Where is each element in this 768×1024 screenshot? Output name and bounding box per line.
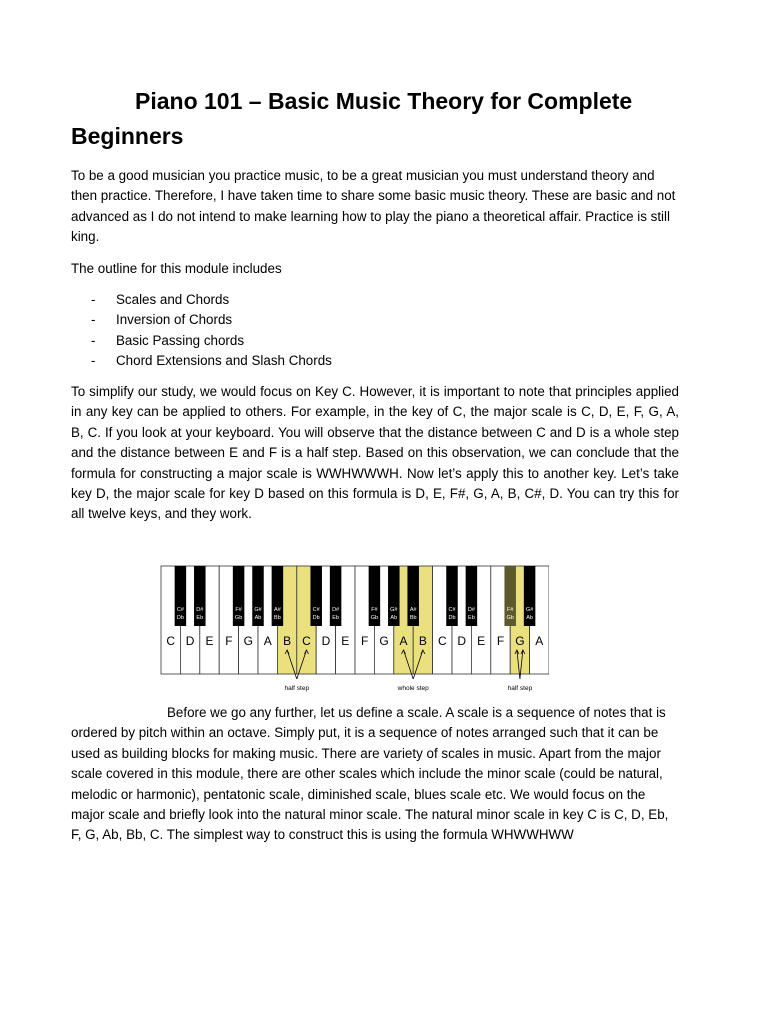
white-key-label: D [457,634,467,648]
black-key-sharp-label: F# [371,607,378,613]
white-key-label: G [379,634,389,648]
list-dash: - [91,353,96,369]
white-key-label: F [361,634,369,648]
black-key-sharp-label: F# [235,607,242,613]
black-key-sharp-label: C# [312,607,320,613]
black-key-flat-label: Eb [332,615,339,621]
white-key-label: B [418,634,427,648]
white-key-label: A [535,634,544,648]
outline-intro: The outline for this module includes [71,261,282,276]
black-key-flat-label: Ab [254,615,262,621]
black-key-sharp-label: D# [467,607,475,613]
white-key-label: C [437,634,447,648]
list-dash: - [91,312,96,328]
black-key-sharp-label: G# [254,607,262,613]
list-dash: - [91,292,96,307]
list-item [91,310,332,330]
black-key-flat-label: Db [312,615,320,621]
white-key-label: G [243,634,253,648]
black-key-flat-label: Gb [234,615,243,621]
black-key-flat-label: Ab [526,615,533,621]
black-key-sharp-label: C# [448,607,456,613]
scale-paragraph [71,703,679,846]
black-key-sharp-label: G# [390,607,398,613]
white-key-label: A [263,634,272,648]
list-item [91,290,332,310]
scale-paragraph-text: Before we go any further, let us define a scale. A scale is a sequence of notes that is ordered by pitch within an octave. Simply put, it is a sequence of notes arranged such that it can be used as building blocks for making music. There are variety of scales in music. Apart from the major scale covered in this module, there are other scales which include the minor scale (could be natural, melodic or harmonic), pentatonic scale, diminished scale, blues scale etc. We would focus on the major scale and briefly look into the natural minor scale. The natural minor scale in key C is C, D, Eb, F, G, Ab, Bb, C. The simplest way to construct this is using the formula WHWWHWW [71,705,669,843]
list-dash: - [91,332,96,348]
piano-keyboard-diagram [159,564,549,696]
white-key-label: E [477,634,486,648]
black-key-sharp-label: D# [196,607,204,613]
black-key-sharp-label: D# [332,607,340,613]
black-key-sharp-label: A# [409,607,417,613]
key-c-paragraph: To simplify our study, we would focus on Key C. However, it is important to note that principles applied in any key can be applied to others. For example, in the key of C, the major scale is C, D, E, F, G, A, B, C. If you look at your keyboard. You will observe that the distance between C and D is a whole step and the distance between E and F is a half step. Based on this observation, we can conclude that the formula for constructing a major scale is WWHWWWH. Now let’s apply this to another key. Let’s take key D, the major scale for key D based on this formula is D, E, F#, G, A, B, C#, D. You can try this for all twelve keys, and they work. [71,384,679,522]
black-key-flat-label: Db [448,615,456,621]
white-key-label: E [341,634,350,648]
list-item-label: Chord Extensions and Slash Chords [116,353,332,369]
list-item-label: Scales and Chords [116,292,230,307]
black-key-flat-label: Ab [390,615,398,621]
white-key-label: D [321,634,331,648]
black-key-sharp-label: A# [274,607,281,613]
black-key-sharp-label: G# [525,607,534,613]
white-key-label: C [302,634,311,648]
annotation-label: half step [284,685,310,692]
intro-paragraph: To be a good musician you practice music, to be a great musician you must understand theory and then practice. Therefore, I have taken time to share some basic music theory. These are basic and not advanced as I do not intend to make learning how to play the piano a theoretical affair. Practice is still king. [71,168,676,245]
list-item [91,351,332,371]
white-key-label: B [283,634,292,648]
list-item-label: Inversion of Chords [116,312,233,328]
black-key-flat-label: Eb [196,615,204,621]
black-key-sharp-label: C# [176,607,184,613]
white-key-label: F [496,634,505,648]
white-key-label: G [515,634,525,648]
black-key-flat-label: Eb [468,615,475,621]
list-item [91,331,332,351]
black-key-sharp-label: F# [506,607,514,613]
white-key-label: A [399,634,408,648]
white-key-label: F [225,634,233,648]
white-key-label: C [166,634,176,648]
outline-list [91,290,332,372]
document-title [71,84,691,154]
black-key-flat-label: Bb [274,615,281,621]
white-key-label: D [185,634,195,648]
annotation-label: whole step [397,685,429,692]
title-text: Piano 101 – Basic Music Theory for Complete Beginners [71,88,633,149]
white-key-label: E [205,634,214,648]
annotation-label: half step [507,685,533,692]
list-item-label: Basic Passing chords [116,332,245,348]
black-key-flat-label: Gb [370,615,379,621]
black-key-flat-label: Db [176,615,184,621]
black-key-flat-label: Bb [409,615,417,621]
black-key-flat-label: Gb [506,615,514,621]
